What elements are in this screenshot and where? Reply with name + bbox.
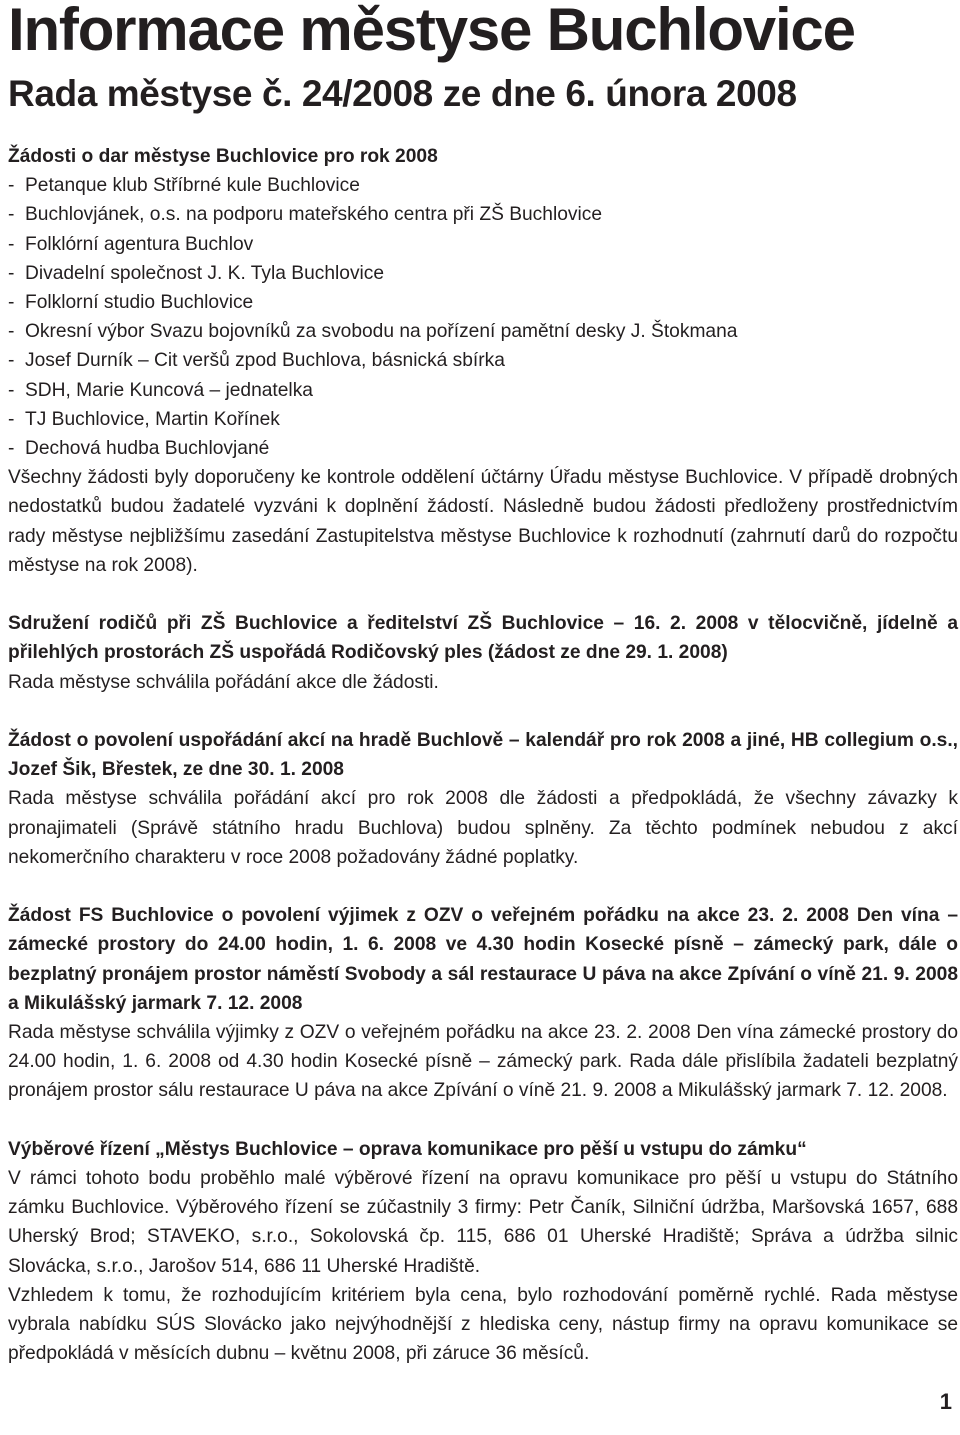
page-title: Informace městyse Buchlovice bbox=[8, 0, 855, 63]
section-title: Žádost FS Buchlovice o povolení výjimek z OZV o veřejném pořádku na akce 23. 2. 2008 Den vína – zámecké prostory do 24.00 hodin, 1. 6. 2008 ve 4.30 hodin Kosecké písně – zámecký park, dále o bezplatný pronájem prostor náměstí Svobody a sál restaurace U páva na akce Zpívání o víně 21. 9. 2008 a Mikulášský jarmark 7. 12. 2008 bbox=[8, 905, 958, 1014]
section-text: Rada městyse schválila výjimky z OZV o veřejném pořádku na akce 23. 2. 2008 Den vína zámecké prostory do 24.00 hodin, 1. 6. 2008 od 4.30 hodin Kosecké písně – zámecký park. Rada dále přislíbila žadateli bezplatný pronájem prostor sálu restaurace U páva na akce Zpívání o víně 21. 9. 2008 a Mikulášský jarmark 7. 12. 2008. bbox=[8, 1022, 958, 1102]
section-tender bbox=[8, 1135, 958, 1369]
list-item-text: Okresní výbor Svazu bojovníků za svobodu na pořízení pamětní desky J. Štokmana bbox=[25, 321, 738, 343]
list-item bbox=[8, 405, 958, 434]
list-item bbox=[8, 317, 958, 346]
section-text: Rada městyse schválila pořádání akcí pro rok 2008 dle žádosti a předpokládá, že všechny závazky k pronajimateli (Správě státního hradu Buchlova) budou splněny. Za těchto podmínek nebudou z akcí nekomerčního charakteru v roce 2008 požadovány žádné poplatky. bbox=[8, 788, 958, 868]
list-dash: - bbox=[8, 379, 15, 401]
list-item-text: Buchlovjánek, o.s. na podporu mateřského centra při ZŠ Buchlovice bbox=[25, 204, 603, 226]
list-dash: - bbox=[8, 438, 15, 460]
section-parents-ball bbox=[8, 609, 958, 697]
list-dash: - bbox=[8, 350, 15, 372]
list-dash: - bbox=[8, 292, 15, 314]
section-title: Výběrové řízení „Městys Buchlovice – oprava komunikace pro pěší u vstupu do zámku“ bbox=[8, 1138, 807, 1160]
list-item-text: Folklórní agentura Buchlov bbox=[25, 233, 254, 255]
list-item bbox=[8, 200, 958, 229]
page-number: 1 bbox=[939, 1389, 952, 1414]
list-item bbox=[8, 346, 958, 375]
list-item bbox=[8, 434, 958, 463]
list-dash: - bbox=[8, 321, 15, 343]
document-body bbox=[8, 142, 958, 1368]
list-dash: - bbox=[8, 262, 15, 284]
list-dash: - bbox=[8, 233, 15, 255]
section-text: V rámci tohoto bodu proběhlo malé výběrové řízení na opravu komunikace pro pěší u vstupu do Státního zámku Buchlovice. Výběrového řízení se zúčastnily 3 firmy: Petr Čaník, Silniční údržba, Maršovská 1657, 688 Uherský Brod; STAVEKO, s.r.o., Sokolovská čp. 115, 686 01 Uherské Hradiště; Správa a údržba silnic Slovácka, s.r.o., Jarošov 514, 686 11 Uherské Hradiště. bbox=[8, 1168, 958, 1277]
section-castle-events bbox=[8, 726, 958, 872]
list-item-text: Divadelní společnost J. K. Tyla Buchlovice bbox=[25, 262, 385, 284]
list-dash: - bbox=[8, 175, 15, 197]
list-item bbox=[8, 259, 958, 288]
section-text: Vzhledem k tomu, že rozhodujícím kritériem byla cena, bylo rozhodování poměrně rychlé. Rada městyse vybrala nabídku SÚS Slovácko jako nejvýhodnější z hlediska ceny, nástup firmy na opravu komunikace se předpokládá v měsících dubnu – květnu 2008, při záruce 36 měsíců. bbox=[8, 1284, 958, 1365]
list-item bbox=[8, 171, 958, 200]
section-text: Všechny žádosti byly doporučeny ke kontrole oddělení účtárny Úřadu městyse Buchlovice. V případě drobných nedostatků budou žadatelé vyzváni k doplnění žádostí. Následně budou žádosti předloženy prostřednictvím rady městyse nejbližšímu zasedání Zastupitelstva městyse Buchlovice k rozhodnutí (zahrnutí darů do rozpočtu městyse na rok 2008). bbox=[8, 467, 958, 576]
section-folklore-exemptions bbox=[8, 901, 958, 1105]
list-item-text: Dechová hudba Buchlovjané bbox=[25, 438, 270, 460]
list-item bbox=[8, 376, 958, 405]
list-item-text: Petanque klub Stříbrné kule Buchlovice bbox=[25, 175, 360, 197]
list-item-text: Josef Durník – Cit veršů zpod Buchlova, básnická sbírka bbox=[25, 350, 505, 372]
list-item bbox=[8, 288, 958, 317]
list-dash: - bbox=[8, 408, 15, 430]
section-title: Žádost o povolení uspořádání akcí na hradě Buchlově – kalendář pro rok 2008 a jiné, HB collegium o.s., Jozef Šik, Břestek, ze dne 30. 1. 2008 bbox=[8, 730, 958, 781]
list-item bbox=[8, 230, 958, 259]
section-donations bbox=[8, 142, 958, 580]
page-subtitle: Rada městyse č. 24/2008 ze dne 6. února 2008 bbox=[8, 73, 797, 114]
list-item-text: TJ Buchlovice, Martin Kořínek bbox=[25, 408, 280, 430]
list-dash: - bbox=[8, 204, 15, 226]
donation-list bbox=[8, 171, 958, 463]
section-text: Rada městyse schválila pořádání akce dle žádosti. bbox=[8, 671, 439, 693]
list-item-text: SDH, Marie Kuncová – jednatelka bbox=[25, 379, 313, 401]
list-item-text: Folklorní studio Buchlovice bbox=[25, 292, 254, 314]
section-title: Sdružení rodičů při ZŠ Buchlovice a ředitelství ZŠ Buchlovice – 16. 2. 2008 v tělocvičně, jídelně a přilehlých prostorách ZŠ uspořádá Rodičovský ples (žádost ze dne 29. 1. 2008) bbox=[8, 613, 958, 664]
section-title: Žádosti o dar městyse Buchlovice pro rok 2008 bbox=[8, 146, 438, 167]
